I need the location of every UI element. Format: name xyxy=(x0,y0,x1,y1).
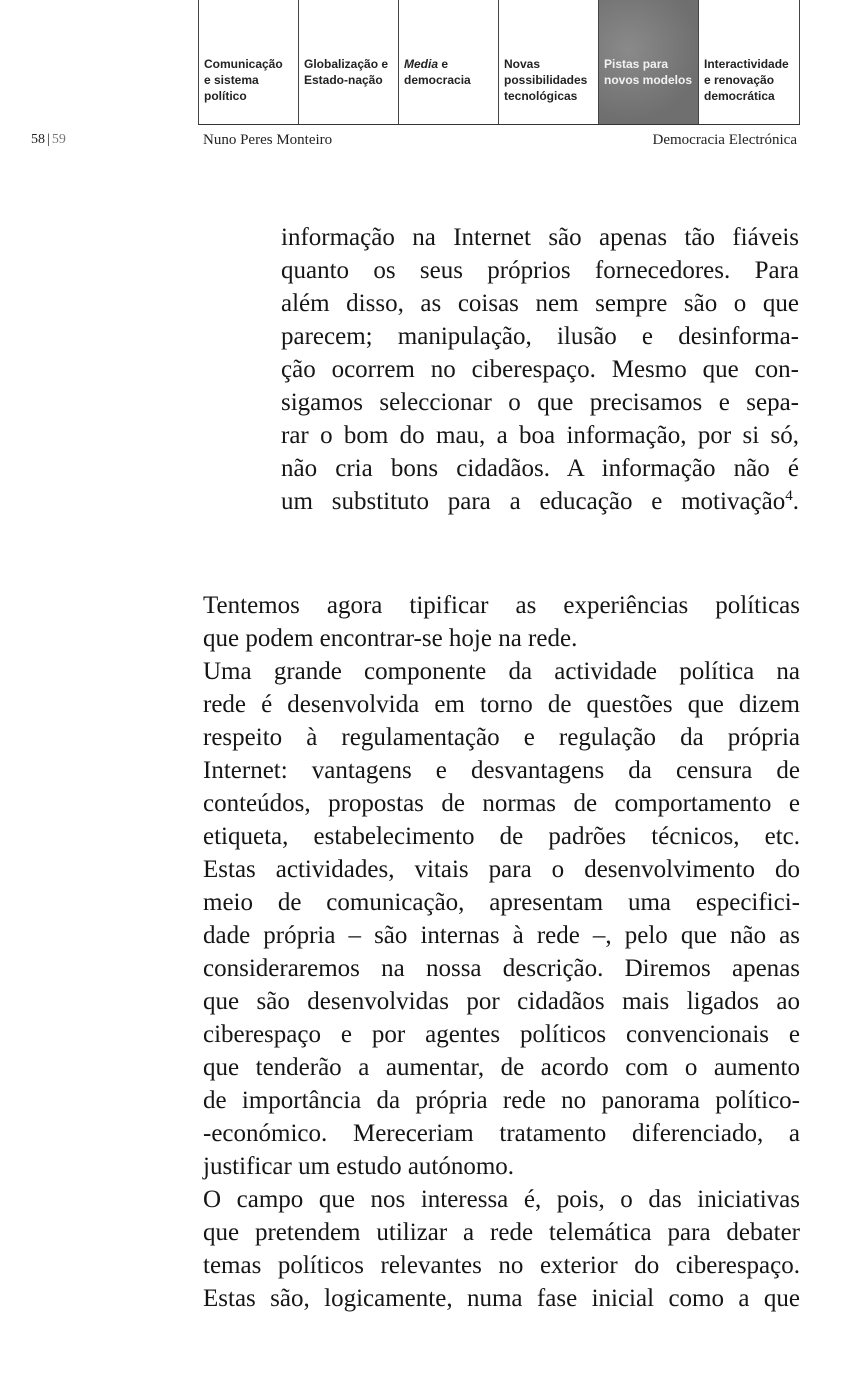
quotation-block xyxy=(281,221,799,518)
quote-line: sigamos seleccionar o que precisamos e sepa- xyxy=(281,389,799,416)
nav-item-label: Novas possibilidades tecnológicas xyxy=(504,57,588,103)
body-line: Internet: vantagens e desvantagens da censura de xyxy=(203,757,800,784)
nav-item-label: Pistas para novos modelos xyxy=(604,57,693,87)
nav-item-media xyxy=(398,0,498,124)
quote-last-line-text: um substituto para a educação e motivação xyxy=(281,488,786,515)
body-line: dade própria – são internas à rede –, pelo que não as xyxy=(203,922,800,949)
body-line: conteúdos, propostas de normas de comportamento e xyxy=(203,790,800,817)
body-line: consideraremos na nossa descrição. Diremos apenas xyxy=(203,955,800,982)
page-separator: | xyxy=(47,132,50,147)
nav-item-label: Interactividade e renovação democrática xyxy=(704,57,789,103)
body-line: meio de comunicação, apresentam uma especifici- xyxy=(203,889,800,916)
page-numbers xyxy=(31,132,66,148)
nav-item-interactividade xyxy=(698,0,800,124)
nav-item-label-italic: Media xyxy=(404,57,439,71)
body-line: ciberespaço e por agentes políticos convencionais e xyxy=(203,1021,800,1048)
body-line: Tentemos agora tipificar as experiências políticas xyxy=(203,592,800,619)
quote-line: ção ocorrem no ciberespaço. Mesmo que con- xyxy=(281,356,799,383)
body-line: Uma grande componente da actividade política na xyxy=(203,658,800,685)
body-line: justificar um estudo autónomo. xyxy=(203,1153,515,1180)
nav-item-pistas-active xyxy=(598,0,698,124)
nav-item-novas-possibilidades xyxy=(498,0,598,124)
body-text xyxy=(203,589,800,1315)
left-page-number: 58 xyxy=(31,132,45,147)
footnote-marker: 4 xyxy=(785,488,793,504)
body-line: que pretendem utilizar a rede telemática para debater xyxy=(203,1219,800,1246)
book-title: Democracia Electrónica xyxy=(652,132,797,148)
chapter-nav xyxy=(198,0,800,125)
body-line: etiqueta, estabelecimento de padrões técnicos, etc. xyxy=(203,823,800,850)
body-line: temas políticos relevantes no exterior do ciberespaço. xyxy=(203,1252,800,1279)
body-line: Estas actividades, vitais para o desenvolvimento do xyxy=(203,856,800,883)
body-line: rede é desenvolvida em torno de questões que dizem xyxy=(203,691,800,718)
nav-item-label-rest: e democracia xyxy=(404,57,471,87)
quote-line: informação na Internet são apenas tão fiáveis xyxy=(281,224,799,251)
nav-item-label: Comunicação e sistema político xyxy=(204,57,283,103)
quote-line: parecem; manipulação, ilusão e desinforma- xyxy=(281,323,799,350)
quote-last-line xyxy=(281,485,799,518)
body-line: O campo que nos interessa é, pois, o das iniciativas xyxy=(203,1186,800,1213)
body-line: de importância da própria rede no panorama político- xyxy=(203,1087,800,1114)
running-head xyxy=(0,130,841,154)
body-line: Estas são, logicamente, numa fase inicial como a que xyxy=(203,1285,800,1312)
quote-last-punct: . xyxy=(792,488,799,515)
body-line: respeito à regulamentação e regulação da própria xyxy=(203,724,800,751)
quote-line: quanto os seus próprios fornecedores. Para xyxy=(281,257,799,284)
body-line: que tenderão a aumentar, de acordo com o aumento xyxy=(203,1054,800,1081)
author-name: Nuno Peres Monteiro xyxy=(203,132,333,148)
nav-item-globalizacao xyxy=(298,0,398,124)
body-line: que são desenvolvidas por cidadãos mais ligados ao xyxy=(203,988,800,1015)
body-line: -económico. Mereceriam tratamento diferenciado, a xyxy=(203,1120,800,1147)
nav-item-label: Globalização e Estado-nação xyxy=(304,57,389,87)
quote-line: além disso, as coisas nem sempre são o que xyxy=(281,290,799,317)
nav-item-comunicacao xyxy=(198,0,298,124)
right-page-number: 59 xyxy=(51,132,66,147)
quote-line: não cria bons cidadãos. A informação não é xyxy=(281,455,799,482)
body-line: que podem encontrar-se hoje na rede. xyxy=(203,625,578,652)
quote-line: rar o bom do mau, a boa informação, por si só, xyxy=(281,422,799,449)
